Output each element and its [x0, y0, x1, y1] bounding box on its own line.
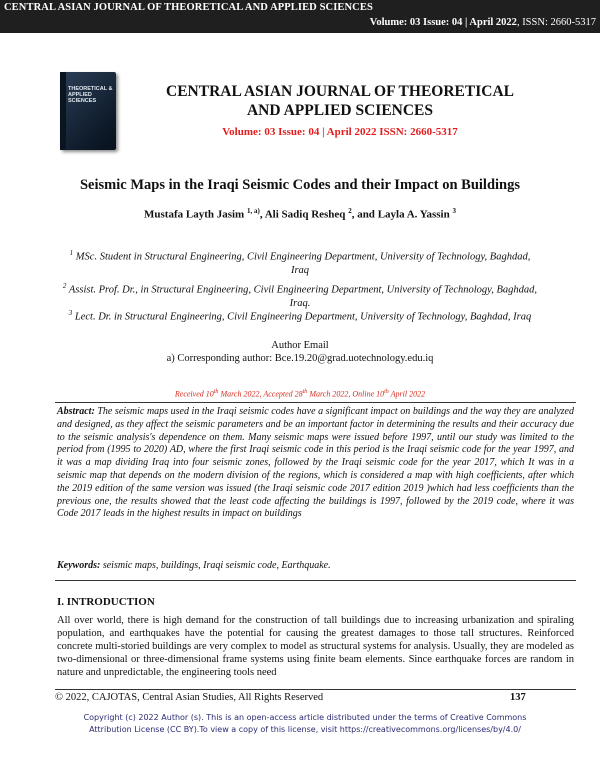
license-notice: Copyright (c) 2022 Author (s). This is an open-access article distributed under the terms of Creative Commons Attribution License (CC BY).To view a copy of this license, visit https://creativecommons.org/licenses/by/4.0/ [83, 713, 527, 734]
journal-title-line1: CENTRAL ASIAN JOURNAL OF THEORETICAL [166, 83, 514, 100]
header-issue-info [370, 17, 596, 28]
page-number: 137 [510, 692, 526, 703]
author-email-heading: Author Email [271, 340, 329, 351]
abstract [57, 406, 574, 521]
page-footer [55, 689, 576, 705]
affiliation: $^1$ MSc. Student in Structural Engineering, Civil Engineering Department, University of Technology, Baghdad, Iraq [69, 249, 531, 276]
abstract-text: The seismic maps used in the Iraqi seismic codes have a significant impact on buildings and the way they are analyzed and designed, as they affect the seismic parameters and be an important factor in determining the results and their accuracy due to the seismic analysis's dependence on them. Many seismic maps were issued before 1997, until our study was limited to the period from (1995 to 2020) AD, where the first Iraqi seismic code in this period is the Iraqi seismic code for the year 1997, and it was a map dividing Iraq into four seismic zones, followed by the Iraqi seismic code for the year 2017, which It was in a seismic map that depends on the modern division of the regions, which is considered a map with high coefficients, after which the 2019 edition of the same version was issued (the Iraqi seismic code 2017 edition 2019 )which had less coefficients than the previous one, the results showed that the least code affecting the buildings is 1997, followed by the 2019 code, where it was Code 2017 leads in the highest results in impact on buildings [57, 406, 574, 520]
cover-title: THEORETICAL & APPLIED SCIENCES [68, 86, 113, 104]
author-list: Mustafa Layth Jasim $^{1, a)}$, Ali Sadiq Resheq $^2$, and Layla A. Yassin $^3$ [144, 207, 456, 221]
author-name: Mustafa Layth Jasim [144, 208, 245, 221]
abstract-label: Abstract: [57, 406, 95, 417]
journal-title [140, 82, 540, 120]
divider [55, 580, 576, 581]
section-heading: I. INTRODUCTION [57, 596, 155, 608]
author-name: Layla A. Yassin [377, 208, 450, 221]
author-affiliation-mark: 2 [348, 207, 352, 215]
corresponding-author-email: a) Corresponding author: Bce.19.20@grad.uotechnology.edu.iq [166, 353, 434, 364]
footer-copyright: © 2022, CAJOTAS, Central Asian Studies, All Rights Reserved [55, 692, 324, 703]
affiliation: $^2$ Assist. Prof. Dr., in Structural Engineering, Civil Engineering Department, University of Technology, Baghdad, Iraq. [62, 282, 538, 309]
journal-title-line2: AND APPLIED SCIENCES [246, 102, 434, 119]
affiliation: $^3$ Lect. Dr. in Structural Engineering, Civil Engineering Department, University of Technology, Baghdad, Iraq [68, 309, 532, 323]
publication-dates: Received 10th March 2022, Accepted 28th March 2022, Online 10th April 2022 [174, 389, 426, 399]
paper-title: Seismic Maps in the Iraqi Seismic Codes and their Impact on Buildings [79, 177, 521, 193]
header-journal-name: CENTRAL ASIAN JOURNAL OF THEORETICAL AND APPLIED SCIENCES [4, 2, 373, 13]
section-body-text: All over world, there is high demand for the construction of tall buildings due to increasing urbanization and spiraling population, and earthquakes have the potential for causing the greatest damages to those tall structures. Reinforced concrete multi-storied buildings are very complex to model as structural systems for analysis. Usually, they are modeled as two-dimensional or three-dimensional frame systems using finite beam elements. Since earthquake forces are random in nature and unpredictable, the engineering tools need [57, 615, 574, 678]
journal-issue: Volume: 03 Issue: 04 | April 2022 ISSN: 2660-5317 [222, 126, 458, 138]
journal-header-bar [0, 0, 600, 33]
keywords-text: seismic maps, buildings, Iraqi seismic code, Earthquake. [102, 560, 331, 571]
keywords [57, 560, 574, 571]
header-issue: Volume: 03 Issue: 04 | April 2022 [369, 17, 517, 28]
header-issn: , ISSN: 2660-5317 [516, 17, 596, 28]
author-affiliation-mark: 1, a) [246, 207, 260, 215]
cover-spine [60, 72, 66, 150]
author-name: Ali Sadiq Resheq [264, 208, 346, 221]
author-affiliation-mark: 3 [452, 207, 456, 215]
journal-cover-image [60, 72, 116, 150]
keywords-label: Keywords: [57, 560, 101, 571]
divider [55, 402, 576, 403]
